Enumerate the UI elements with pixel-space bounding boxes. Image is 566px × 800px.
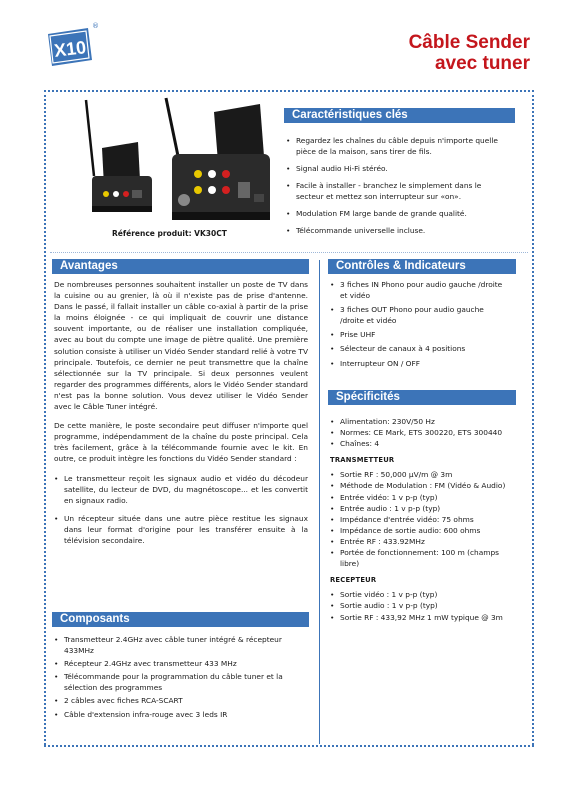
title-line-1: Câble Sender <box>408 32 530 53</box>
specs-heading: Spécificités <box>328 390 516 405</box>
page-title <box>409 32 530 74</box>
registered-mark: ® <box>92 22 99 30</box>
list-item: • Regardez les chaînes du câble depuis n'importe quelle pièce de la maison, sans tirer de fils. <box>286 135 510 157</box>
product-reference: Référence produit: VK30CT <box>112 229 227 238</box>
x10-logo <box>44 20 99 72</box>
list-item: • Entrée vidéo: 1 v p-p (typ) <box>330 492 510 503</box>
advantages-list <box>54 473 308 547</box>
list-item: • Impédance d'entrée vidéo: 75 ohms <box>330 514 510 525</box>
components-list <box>54 634 308 722</box>
list-item: • Sortie RF : 433,92 MHz 1 mW typique @ 3m <box>330 612 510 623</box>
receiver-list <box>330 589 510 622</box>
list-item: • Sortie vidéo : 1 v p-p (typ) <box>330 589 510 600</box>
list-item: • Le transmetteur reçoit les signaux audio et vidéo du décodeur satellite, du lecteur de DVD, du magnétoscope... et les convertit en signaux radio. <box>54 473 308 506</box>
list-item: • Portée de fonctionnement: 100 m (champs libre) <box>330 547 510 569</box>
list-item: • Chaînes: 4 <box>330 438 510 449</box>
frame-border-top <box>44 90 534 92</box>
list-item: • Sélecteur de canaux à 4 positions <box>330 343 510 354</box>
list-item: • Alimentation: 230V/50 Hz <box>330 416 510 427</box>
list-item: • Impédance de sortie audio: 600 ohms <box>330 525 510 536</box>
list-item: • Interrupteur ON / OFF <box>330 358 510 369</box>
list-item: • Télécommande pour la programmation du câble tuner et la sélection des programmes <box>54 671 308 693</box>
list-item: • Télécommande universelle incluse. <box>286 225 510 236</box>
list-item: • 3 fiches IN Phono pour audio gauche /droite et vidéo <box>330 279 510 301</box>
transmitter-heading: TRANSMETTEUR <box>330 456 395 465</box>
list-item: • Sortie audio : 1 v p-p (typ) <box>330 600 510 611</box>
list-item: • Récepteur 2.4GHz avec transmetteur 433 MHz <box>54 658 308 669</box>
list-item: • Modulation FM large bande de grande qualité. <box>286 208 510 219</box>
paragraph: De nombreuses personnes souhaitent installer un poste de TV dans la cuisine ou au grenier, là où il n'existe pas de prise d'antenne. Dans le passé, il fallait installer un câble co-axial à partir de la prise la moins éloignée - ce qui impliquait de couvrir une distance souvent importante, ou de réaliser une installation compliquée, avec au bout du compte une image de piètre qualité. Une première solution consiste à utiliser un Vidéo Sender standard relié à votre TV principale. Toutefois, ce dernier ne peut transmettre que la chaîne sélectionnée sur la TV principale. Si deux personnes veulent regarder des programmes différents, alors le Vidéo Sender standard n'est pas la bonne solution. Vous devez utiliser le Vidéo Sender avec le Câble Tuner intégré. <box>54 280 308 412</box>
specs-body <box>330 416 510 623</box>
list-item: • Normes: CE Mark, ETS 300220, ETS 300440 <box>330 427 510 438</box>
logo-text: X10 <box>53 37 88 61</box>
title-line-2: avec tuner <box>434 53 530 74</box>
frame-border-right <box>532 90 534 745</box>
frame-border-left <box>44 90 46 745</box>
features-list <box>286 135 510 242</box>
list-item: • Sortie RF : 50,000 μV/m @ 3m <box>330 469 510 480</box>
advantages-body <box>54 279 308 553</box>
list-item: • Entrée RF : 433.92MHz <box>330 536 510 547</box>
controls-heading: Contrôles & Indicateurs <box>328 259 516 274</box>
receiver-heading: RECEPTEUR <box>330 576 377 585</box>
section-divider <box>50 252 528 253</box>
list-item: • Facile à installer - branchez le simplement dans le secteur et mettez son interrupteur sur «on». <box>286 180 510 202</box>
list-item: • Méthode de Modulation : FM (Vidéo & Audio) <box>330 480 510 491</box>
list-item: • Signal audio Hi-Fi stéréo. <box>286 163 510 174</box>
column-divider <box>319 260 320 744</box>
list-item: • 2 câbles avec fiches RCA-SCART <box>54 695 308 706</box>
list-item: • Transmetteur 2.4GHz avec câble tuner intégré & récepteur 433MHz <box>54 634 308 656</box>
list-item: • 3 fiches OUT Phono pour audio gauche /droite et vidéo <box>330 304 510 326</box>
features-heading: Caractéristiques clés <box>284 108 515 123</box>
product-photo <box>80 98 280 228</box>
list-item: • Prise UHF <box>330 329 510 340</box>
advantages-heading: Avantages <box>52 259 309 274</box>
components-heading: Composants <box>52 612 309 627</box>
list-item: • Câble d'extension infra-rouge avec 3 leds IR <box>54 709 308 720</box>
specs-general-list <box>330 416 510 449</box>
list-item: • Entrée audio : 1 v p-p (typ) <box>330 503 510 514</box>
paragraph: De cette manière, le poste secondaire peut diffuser n'importe quel programme, indépendamment de la chaîne du poste principal. Cela très facilement, grâce à la télécommande fournie avec le kit. En outre, ce produit intègre les fonctions du Vidéo Sender standard : <box>54 421 308 464</box>
frame-border-bottom <box>44 745 534 747</box>
list-item: • Un récepteur située dans une autre pièce restitue les signaux dans leur format d'origine pour les transférer ensuite à la télévision secondaire. <box>54 513 308 546</box>
transmitter-list <box>330 469 510 569</box>
controls-list <box>330 279 510 372</box>
